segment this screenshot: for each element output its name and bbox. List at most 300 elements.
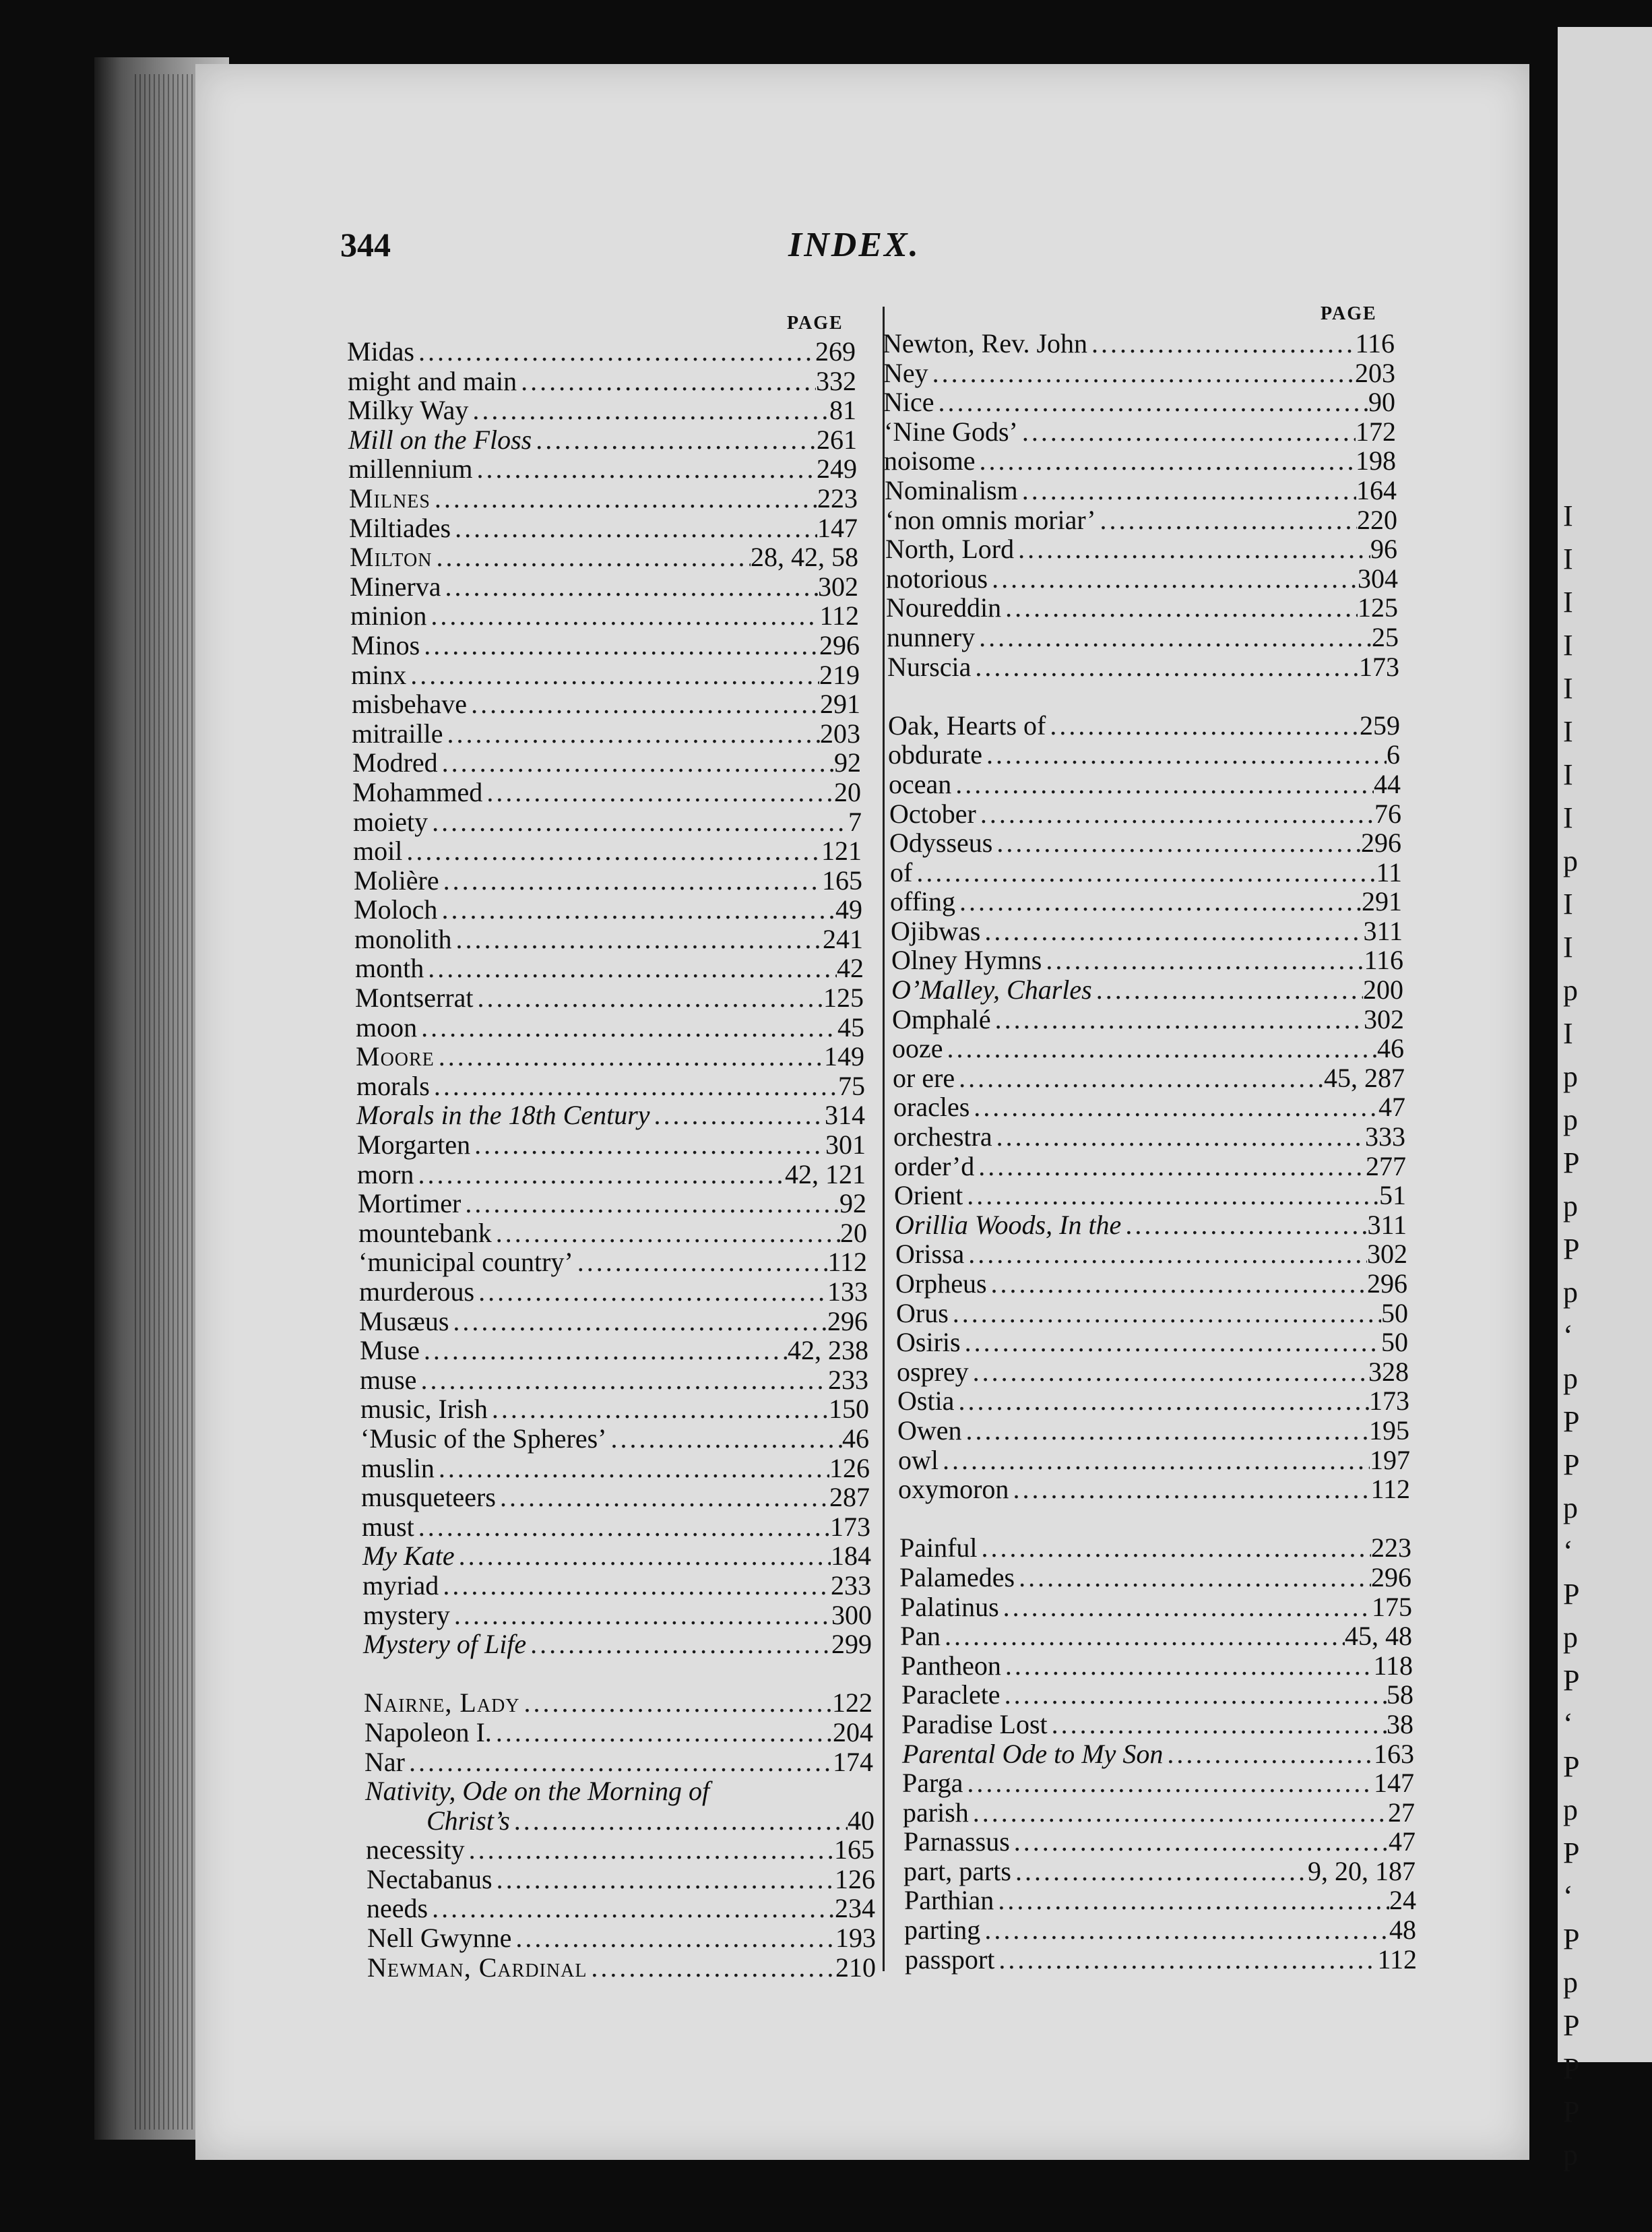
- index-entry: [894, 1181, 1406, 1210]
- adjacent-page-letter: I: [1563, 672, 1573, 705]
- leader-dots: [520, 1688, 832, 1718]
- adjacent-page-letter: P: [1563, 1405, 1580, 1438]
- leader-dots: [1001, 593, 1358, 623]
- index-entry: [890, 887, 1402, 917]
- leader-dots: [992, 1122, 1365, 1152]
- entry-term: parting: [904, 1915, 981, 1946]
- adjacent-page-letter: P: [1563, 1146, 1580, 1179]
- adjacent-page-letter: p: [1563, 1621, 1578, 1654]
- index-entry: [888, 711, 1400, 741]
- entry-pages: 173: [1369, 1386, 1409, 1417]
- leader-dots: [999, 1592, 1372, 1622]
- entry-pages: 45, 48: [1345, 1621, 1412, 1652]
- leader-dots: [994, 1945, 1377, 1975]
- index-entry: [362, 1512, 870, 1542]
- leader-dots: [451, 925, 823, 954]
- entry-term: offing: [890, 886, 956, 917]
- leader-dots: [955, 887, 1362, 917]
- entry-pages: 198: [1356, 445, 1396, 476]
- entry-term: musqueteers: [361, 1482, 496, 1513]
- entry-term: Milton: [350, 542, 433, 573]
- leader-dots: [941, 1621, 1345, 1651]
- entry-pages: 296: [1361, 828, 1401, 859]
- entry-pages: 24: [1389, 1885, 1416, 1916]
- index-entry: [358, 1218, 867, 1248]
- leader-dots: [976, 799, 1374, 829]
- entry-pages: 116: [1364, 945, 1403, 976]
- index-entry: [355, 983, 864, 1013]
- adjacent-page-letter: I: [1563, 586, 1573, 619]
- index-entry: [891, 917, 1403, 946]
- index-entry: [363, 1601, 872, 1630]
- entry-term: Orient: [894, 1180, 963, 1211]
- entry-pages: 42, 121: [785, 1158, 866, 1189]
- leader-dots: [988, 564, 1358, 594]
- entry-term: Nice: [883, 387, 934, 418]
- leader-dots: [420, 631, 819, 660]
- entry-pages: 112: [1370, 1474, 1410, 1505]
- index-entry: [897, 1386, 1409, 1416]
- index-entry: [351, 631, 860, 660]
- leader-dots: [951, 770, 1374, 799]
- entry-term: Nectabanus: [367, 1863, 493, 1894]
- index-entry: [895, 1210, 1407, 1240]
- index-entry: [901, 1651, 1413, 1681]
- entry-term: Pantheon: [901, 1650, 1001, 1681]
- page-header: [0, 225, 1652, 272]
- entry-pages: 173: [1359, 651, 1399, 682]
- index-entry: [360, 1394, 869, 1424]
- index-entry: [895, 1239, 1407, 1269]
- entry-term: muslin: [361, 1452, 435, 1483]
- leader-dots: [439, 866, 822, 896]
- entry-pages: 296: [1371, 1561, 1411, 1592]
- entry-term: of: [890, 857, 913, 888]
- leader-dots: [431, 484, 817, 514]
- index-entry: [903, 1857, 1416, 1886]
- entry-pages: 184: [831, 1541, 871, 1572]
- leader-dots: [994, 1886, 1389, 1915]
- entry-term: obdurate: [888, 739, 982, 770]
- adjacent-page-letter: p: [1563, 974, 1578, 1007]
- leader-dots: [441, 572, 818, 602]
- index-entry: [903, 1798, 1415, 1828]
- leader-dots: [443, 719, 820, 749]
- entry-term: ‘non omnis moriar’: [885, 504, 1096, 535]
- entry-term: Newman, Cardinal: [367, 1952, 587, 1983]
- adjacent-page-letter: I: [1563, 931, 1573, 964]
- entry-term: Moloch: [354, 894, 438, 925]
- leader-dots: [975, 623, 1372, 652]
- leader-dots: [1048, 1710, 1387, 1739]
- entry-pages: 81: [829, 395, 856, 426]
- left-index-column: [347, 336, 876, 1983]
- leader-dots: [467, 689, 820, 719]
- entry-pages: 203: [820, 718, 860, 749]
- entry-pages: 112: [819, 600, 859, 631]
- entry-pages: 76: [1374, 798, 1401, 829]
- adjacent-page-letter: I: [1563, 888, 1573, 921]
- index-entry: [896, 1299, 1408, 1328]
- entry-pages: 50: [1381, 1297, 1408, 1328]
- entry-term: morals: [356, 1070, 430, 1101]
- index-entry: [884, 417, 1396, 447]
- index-entry: [889, 770, 1401, 799]
- leader-dots: [416, 1365, 828, 1395]
- leader-dots: [426, 601, 819, 631]
- entry-term: music, Irish: [360, 1394, 488, 1425]
- entry-term: minion: [350, 600, 427, 631]
- index-entry: [899, 1533, 1411, 1563]
- index-entry: [356, 1013, 864, 1043]
- index-entry: [893, 1122, 1405, 1152]
- entry-pages: 121: [821, 836, 862, 867]
- index-entry: [358, 1247, 867, 1277]
- entry-pages: 333: [1365, 1121, 1405, 1152]
- section-gap: [364, 1659, 872, 1689]
- entry-term: Orissa: [895, 1239, 965, 1270]
- leader-dots: [402, 836, 821, 866]
- entry-term: ‘municipal country’: [358, 1247, 573, 1278]
- index-entry: [362, 1571, 871, 1601]
- entry-term: mountebank: [358, 1217, 492, 1248]
- entry-term: Nell Gwynne: [367, 1923, 512, 1954]
- entry-term: Oak, Hearts of: [888, 710, 1046, 741]
- entry-term: Ney: [883, 357, 928, 388]
- index-entry: [359, 1277, 868, 1307]
- index-entry: [900, 1621, 1412, 1651]
- index-entry: [891, 975, 1403, 1005]
- entry-pages: 45, 287: [1324, 1062, 1405, 1093]
- leader-dots: [912, 858, 1376, 888]
- entry-term: Nominalism: [885, 474, 1018, 505]
- entry-term: Orpheus: [895, 1268, 987, 1299]
- entry-term: Parga: [902, 1768, 963, 1799]
- section-gap: [899, 1504, 1411, 1534]
- entry-term: Christ’s: [426, 1805, 510, 1836]
- adjacent-page-letter: P: [1563, 1233, 1580, 1266]
- index-entry: [355, 954, 864, 983]
- leader-dots: [405, 1747, 833, 1777]
- entry-term: moil: [353, 836, 403, 867]
- entry-pages: 47: [1378, 1092, 1405, 1123]
- entry-term: ‘Music of the Spheres’: [360, 1423, 607, 1454]
- leader-dots: [974, 1152, 1366, 1181]
- entry-term: or ere: [893, 1062, 955, 1093]
- adjacent-page-letter: I: [1563, 758, 1573, 791]
- index-entry: [887, 623, 1399, 652]
- adjacent-page-letter: p: [1563, 2138, 1578, 2171]
- adjacent-page-letter: P: [1563, 2052, 1580, 2085]
- leader-dots: [449, 1307, 827, 1336]
- entry-term: millennium: [348, 454, 473, 485]
- entry-term: minx: [351, 659, 407, 690]
- entry-pages: 42, 238: [788, 1335, 868, 1366]
- leader-dots: [934, 388, 1368, 417]
- index-entry: [354, 925, 863, 954]
- entry-pages: 174: [833, 1746, 873, 1777]
- entry-pages: 219: [819, 659, 860, 690]
- entry-pages: 302: [1367, 1239, 1407, 1270]
- entry-pages: 112: [827, 1247, 867, 1278]
- entry-term: needs: [367, 1893, 428, 1924]
- entry-pages: 49: [835, 894, 862, 925]
- leader-dots: [1015, 1563, 1371, 1592]
- leader-dots: [517, 367, 816, 396]
- entry-pages: 122: [832, 1687, 872, 1718]
- entry-pages: 233: [831, 1570, 871, 1601]
- entry-term: Parental Ode to My Son: [902, 1738, 1164, 1769]
- leader-dots: [438, 748, 834, 778]
- entry-pages: 125: [823, 983, 864, 1014]
- index-entry: [904, 1886, 1416, 1915]
- adjacent-page-letter: P: [1563, 2095, 1580, 2128]
- index-entry: [352, 778, 861, 807]
- adjacent-page-letter: I: [1563, 629, 1573, 662]
- index-entry: [354, 866, 862, 896]
- adjacent-page-letter: p: [1563, 1793, 1578, 1826]
- leader-dots: [969, 1798, 1388, 1828]
- index-entry: [885, 534, 1397, 564]
- entry-pages: 112: [1377, 1944, 1417, 1975]
- entry-term: notorious: [886, 563, 988, 594]
- entry-pages: 287: [829, 1482, 870, 1513]
- entry-term: moon: [356, 1012, 418, 1043]
- leader-dots: [980, 917, 1363, 946]
- index-entry: [898, 1475, 1410, 1504]
- entry-term: Nairne, Lady: [364, 1687, 520, 1718]
- leader-dots: [424, 954, 837, 983]
- adjacent-page-letter: P: [1563, 1664, 1580, 1697]
- index-entry: [893, 1092, 1405, 1122]
- leader-dots: [928, 359, 1355, 388]
- entry-term: Paraclete: [901, 1679, 1000, 1710]
- index-entry: [893, 1063, 1405, 1093]
- leader-dots: [1014, 534, 1370, 564]
- leader-dots: [414, 1160, 785, 1189]
- index-entry: [361, 1454, 870, 1483]
- entry-term: Morals in the 18th Century: [356, 1100, 650, 1131]
- entry-term: Osiris: [896, 1327, 961, 1358]
- left-page-column-label: PAGE: [787, 313, 844, 334]
- leader-dots: [468, 396, 829, 425]
- entry-pages: 304: [1358, 563, 1398, 594]
- entry-term: Miltiades: [349, 512, 451, 543]
- leader-dots: [1001, 1651, 1374, 1681]
- leader-dots: [976, 446, 1356, 476]
- index-entry: [901, 1710, 1413, 1739]
- entry-term: Nativity, Ode on the Morning of: [365, 1776, 710, 1807]
- leader-dots: [1011, 1857, 1308, 1886]
- leader-dots: [1087, 329, 1355, 359]
- index-entry: [348, 454, 857, 484]
- index-entry: [350, 601, 859, 631]
- index-entry: [352, 689, 860, 719]
- entry-term: morn: [357, 1158, 414, 1189]
- entry-pages: 48: [1389, 1915, 1416, 1946]
- entry-pages: 40: [848, 1805, 875, 1836]
- entry-pages: 332: [816, 365, 856, 396]
- entry-pages: 126: [829, 1452, 870, 1483]
- index-entry: [351, 660, 860, 690]
- entry-term: Olney Hymns: [891, 945, 1042, 976]
- entry-term: Orillia Woods, In the: [895, 1209, 1122, 1240]
- adjacent-page-letter: P: [1563, 2009, 1580, 2042]
- leader-dots: [964, 1239, 1367, 1269]
- index-entry: [366, 1806, 875, 1836]
- index-entry: [349, 514, 858, 543]
- leader-dots: [511, 1923, 835, 1953]
- leader-dots: [488, 1394, 829, 1424]
- leader-dots: [943, 1034, 1377, 1063]
- leader-dots: [987, 1269, 1367, 1299]
- leader-dots: [650, 1100, 825, 1130]
- entry-term: October: [889, 798, 976, 829]
- entry-term: passport: [905, 1944, 995, 1975]
- index-entry: [899, 1563, 1411, 1592]
- entry-term: ‘Nine Gods’: [884, 416, 1018, 447]
- entry-pages: 96: [1370, 534, 1397, 565]
- adjacent-page-letter: p: [1563, 1189, 1578, 1222]
- entry-term: Minos: [351, 629, 420, 660]
- entry-pages: 47: [1389, 1826, 1416, 1857]
- index-entry: [895, 1269, 1407, 1299]
- leader-dots: [492, 1718, 833, 1747]
- adjacent-page-letter: I: [1563, 542, 1573, 576]
- index-entry: [347, 337, 856, 367]
- leader-dots: [1042, 946, 1364, 975]
- entry-term: Palamedes: [899, 1561, 1015, 1592]
- index-entry: [902, 1739, 1414, 1769]
- entry-pages: 42: [837, 953, 864, 984]
- book-gutter: [1528, 27, 1558, 2143]
- index-entry: [904, 1915, 1416, 1945]
- entry-term: Molière: [354, 865, 439, 896]
- index-entry: [367, 1953, 876, 1983]
- index-entry: [366, 1835, 875, 1865]
- entry-pages: 92: [834, 747, 861, 778]
- index-entry: [352, 748, 861, 778]
- index-entry: [883, 388, 1395, 417]
- entry-pages: 44: [1374, 768, 1401, 799]
- leader-dots: [510, 1806, 848, 1836]
- index-entry: [356, 1042, 864, 1072]
- section-gap: [887, 681, 1399, 711]
- entry-pages: 9, 20, 187: [1308, 1855, 1416, 1886]
- adjacent-page-letter: p: [1563, 1362, 1578, 1395]
- leader-dots: [526, 1630, 831, 1659]
- entry-pages: 116: [1355, 328, 1395, 359]
- entry-term: must: [362, 1511, 414, 1542]
- entry-term: ooze: [892, 1033, 943, 1064]
- leader-dots: [482, 778, 834, 807]
- entry-pages: 311: [1363, 915, 1403, 946]
- index-entry: [348, 425, 857, 455]
- entry-pages: 314: [825, 1100, 865, 1131]
- entry-pages: 195: [1369, 1415, 1409, 1446]
- entry-term: muse: [360, 1364, 417, 1395]
- entry-pages: 249: [817, 454, 857, 485]
- index-entry: [352, 719, 860, 749]
- index-entry: [360, 1336, 868, 1365]
- entry-term: My Kate: [362, 1541, 455, 1572]
- adjacent-page-letter: P: [1563, 1923, 1580, 1956]
- leader-dots: [428, 807, 848, 837]
- entry-term: might and main: [348, 365, 517, 396]
- entry-term: Odysseus: [889, 828, 993, 859]
- entry-term: oracles: [893, 1092, 970, 1123]
- leader-dots: [1046, 711, 1360, 741]
- leader-dots: [1121, 1210, 1367, 1240]
- leader-dots: [970, 1092, 1378, 1122]
- leader-dots: [1009, 1475, 1370, 1504]
- entry-pages: 200: [1363, 974, 1403, 1005]
- entry-term: myriad: [362, 1570, 439, 1601]
- entry-pages: 234: [835, 1893, 875, 1924]
- leader-dots: [1018, 417, 1356, 447]
- index-entry: [363, 1630, 872, 1659]
- index-entry: [896, 1328, 1408, 1357]
- leader-dots: [963, 1768, 1374, 1798]
- index-entry: [360, 1365, 868, 1395]
- index-entry: [885, 476, 1397, 505]
- index-entry: [898, 1446, 1410, 1475]
- adjacent-page-letter: p: [1563, 1060, 1578, 1093]
- index-entry: [364, 1688, 872, 1718]
- entry-term: moiety: [353, 806, 428, 837]
- leader-dots: [472, 454, 817, 484]
- index-entry: [889, 799, 1401, 829]
- entry-pages: 7: [848, 806, 862, 837]
- entry-pages: 291: [820, 689, 860, 720]
- index-entry: [892, 1005, 1404, 1034]
- entry-pages: 277: [1366, 1150, 1406, 1181]
- entry-pages: 50: [1381, 1327, 1408, 1358]
- leader-dots: [492, 1218, 840, 1248]
- entry-term: Omphalé: [892, 1003, 991, 1034]
- leader-dots: [1163, 1739, 1374, 1769]
- leader-dots: [496, 1483, 829, 1512]
- entry-pages: 172: [1356, 416, 1396, 447]
- leader-dots: [406, 660, 819, 690]
- index-entry: [358, 1189, 866, 1218]
- leader-dots: [962, 1416, 1369, 1446]
- leader-dots: [420, 1336, 788, 1365]
- entry-pages: 58: [1387, 1679, 1413, 1710]
- page-number: 344: [340, 226, 391, 264]
- leader-dots: [439, 1571, 831, 1601]
- entry-term: Orus: [896, 1297, 949, 1328]
- entry-pages: 147: [817, 512, 858, 543]
- index-entry: [349, 484, 858, 514]
- right-index-column: [883, 328, 1417, 1975]
- entry-term: necessity: [366, 1834, 465, 1865]
- entry-term: Mill on the Floss: [348, 424, 532, 455]
- entry-pages: 302: [818, 571, 858, 602]
- entry-pages: 175: [1372, 1591, 1412, 1622]
- entry-pages: 299: [831, 1629, 872, 1660]
- adjacent-page-letter: I: [1563, 801, 1573, 834]
- index-entry: [364, 1747, 873, 1777]
- entry-term: Milky Way: [348, 395, 469, 426]
- entry-pages: 11: [1376, 857, 1402, 888]
- index-entry: [348, 396, 856, 425]
- entry-pages: 118: [1373, 1650, 1413, 1681]
- entry-term: parish: [903, 1797, 969, 1828]
- leader-dots: [573, 1247, 828, 1277]
- leader-dots: [437, 895, 835, 925]
- index-entry: [353, 836, 862, 866]
